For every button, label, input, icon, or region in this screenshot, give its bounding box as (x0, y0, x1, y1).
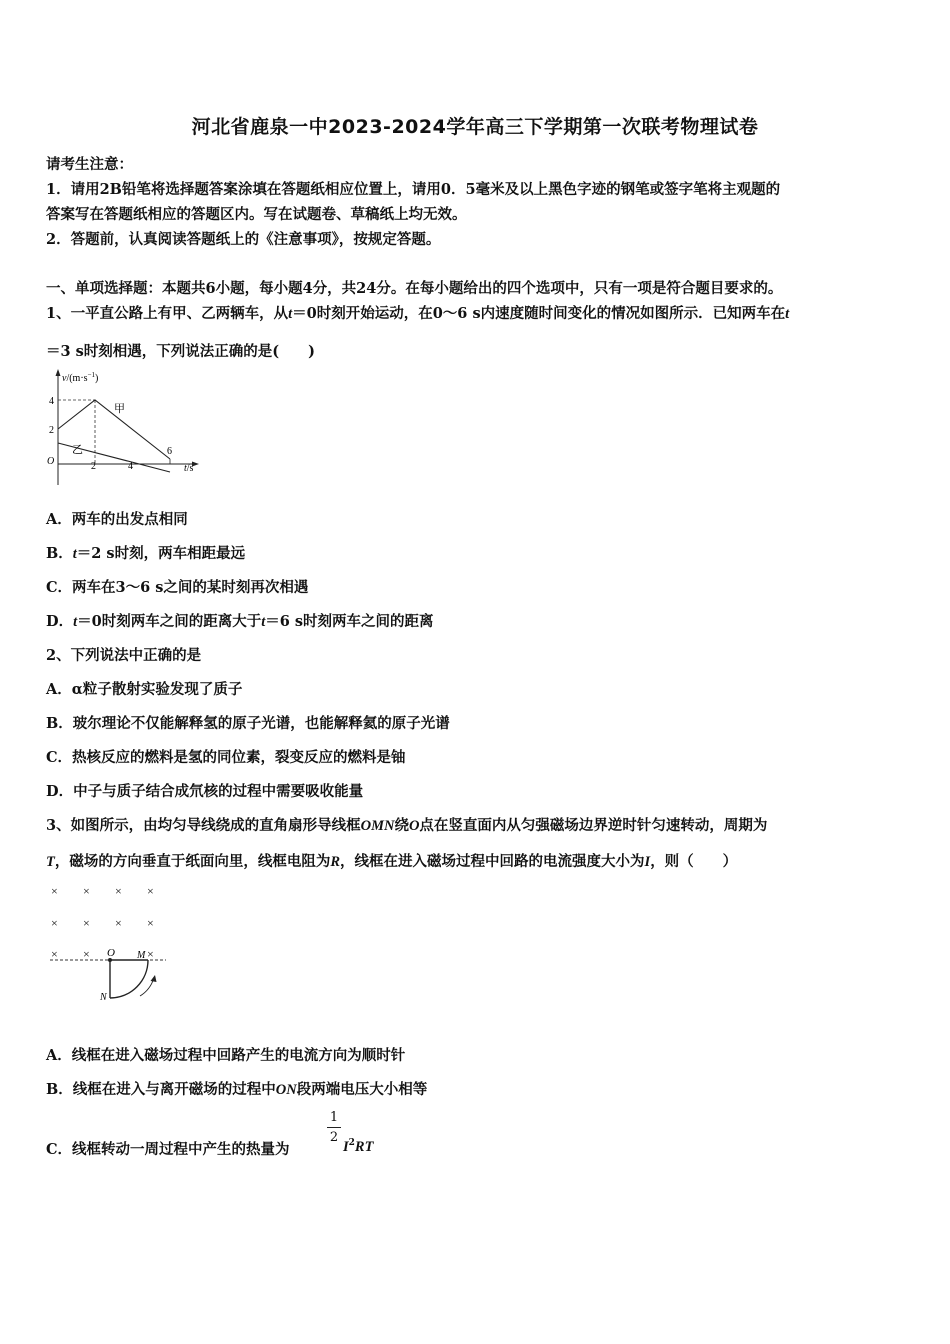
y-axis-label: $v/(m\cdot s^{-1})$ (62, 371, 99, 384)
question-3-stem-line-1: 3、如图所示，由均匀导线绕成的直角扇形导线框OMN绕O点在竖直面内从匀强磁场边界逆时针匀速转动，周期为 (46, 817, 768, 834)
question-2-option-c: C．热核反应的燃料是氢的同位素，裂变反应的燃料是铀 (46, 749, 406, 766)
field-cross: × (51, 947, 58, 961)
label-M: M (137, 950, 146, 961)
section-heading: 一、单项选择题：本题共6小题，每小题4分，共24分。在每小题给出的四个选项中，只有一项是符合题目要求的。 (46, 280, 783, 297)
notice-item-1-line-2: 答案写在答题纸相应的答题区内。写在试题卷、草稿纸上均无效。 (46, 206, 467, 223)
question-3-stem-line-2: T，磁场的方向垂直于纸面向里，线框电阻为R，线框在进入磁场过程中回路的电流强度大小为I，则（ ） (46, 853, 738, 870)
sector-loop-figure (46, 878, 176, 1006)
notice-item-2: 2．答题前，认真阅读答题纸上的《注意事项》，按规定答题。 (46, 231, 441, 248)
x-tick-6: 6 (167, 446, 172, 457)
origin-label: O (47, 456, 55, 467)
y-axis-arrow (56, 369, 61, 376)
velocity-time-graph (40, 365, 210, 487)
y-tick-4: 4 (49, 396, 54, 407)
question-2-option-b: B．玻尔理论不仅能解释氢的原子光谱，也能解释氦的原子光谱 (46, 715, 450, 732)
question-1-option-c: C．两车在3～6 s之间的某时刻再次相遇 (46, 579, 309, 596)
field-cross: × (83, 947, 90, 961)
arc-MN (110, 960, 148, 998)
question-1-option-d: D．t＝0时刻两车之间的距离大于t＝6 s时刻两车之间的距离 (46, 613, 434, 630)
field-cross: × (147, 916, 154, 930)
question-1-stem-line-2: ＝3 s时刻相遇，下列说法正确的是( ) (46, 343, 316, 360)
notice-item-1-line-1: 1．请用2B铅笔将选择题答案涂填在答题纸相应位置上，请用0．5毫米及以上黑色字迹的钢笔或签字笔将主观题的 (46, 181, 781, 198)
question-2-option-a: A．α粒子散射实验发现了质子 (46, 681, 243, 698)
question-3-option-b: B．线框在进入与离开磁场的过程中ON段两端电压大小相等 (46, 1081, 428, 1098)
question-1-stem-line-1: 1、一平直公路上有甲、乙两辆车，从t＝0时刻开始运动，在0～6 s内速度随时间变化的情况如图所示．已知两车在t (46, 305, 790, 322)
rotation-arrow-head (151, 975, 157, 982)
field-cross: × (115, 884, 122, 898)
label-yi: 乙 (72, 444, 83, 456)
field-cross: × (83, 916, 90, 930)
label-jia: 甲 (114, 403, 125, 415)
label-N: N (100, 992, 107, 1003)
x-tick-2: 2 (91, 461, 96, 472)
question-1-option-b: B．t＝2 s时刻，两车相距最远 (46, 545, 246, 562)
fraction-denominator: 2 (329, 1130, 339, 1145)
field-cross: × (83, 884, 90, 898)
notice-heading: 请考生注意： (46, 156, 133, 173)
field-cross: × (51, 884, 58, 898)
fraction-bar (327, 1127, 341, 1128)
label-O: O (107, 947, 115, 959)
field-cross: × (115, 916, 122, 930)
question-1-option-a: A．两车的出发点相同 (46, 511, 188, 528)
field-cross: × (147, 884, 154, 898)
fraction-numerator: 1 (329, 1110, 339, 1125)
page-title: 河北省鹿泉一中2023-2024学年高三下学期第一次联考物理试卷 (191, 116, 759, 138)
field-cross: × (51, 916, 58, 930)
y-tick-2: 2 (49, 425, 54, 436)
question-2-option-d: D．中子与质子结合成氘核的过程中需要吸收能量 (46, 783, 364, 800)
x-axis-label: t/s (184, 463, 194, 474)
question-3-option-c: C．线框转动一周过程中产生的热量为 (46, 1141, 290, 1158)
fraction-one-half (327, 1110, 341, 1145)
question-3-option-a: A．线框在进入磁场过程中回路产生的电流方向为顺时针 (46, 1047, 406, 1064)
question-2-stem: 2、下列说法中正确的是 (46, 647, 202, 664)
field-cross: × (147, 947, 154, 961)
x-tick-4: 4 (128, 461, 133, 472)
heat-expression: $I^2RT$ (343, 1138, 374, 1155)
